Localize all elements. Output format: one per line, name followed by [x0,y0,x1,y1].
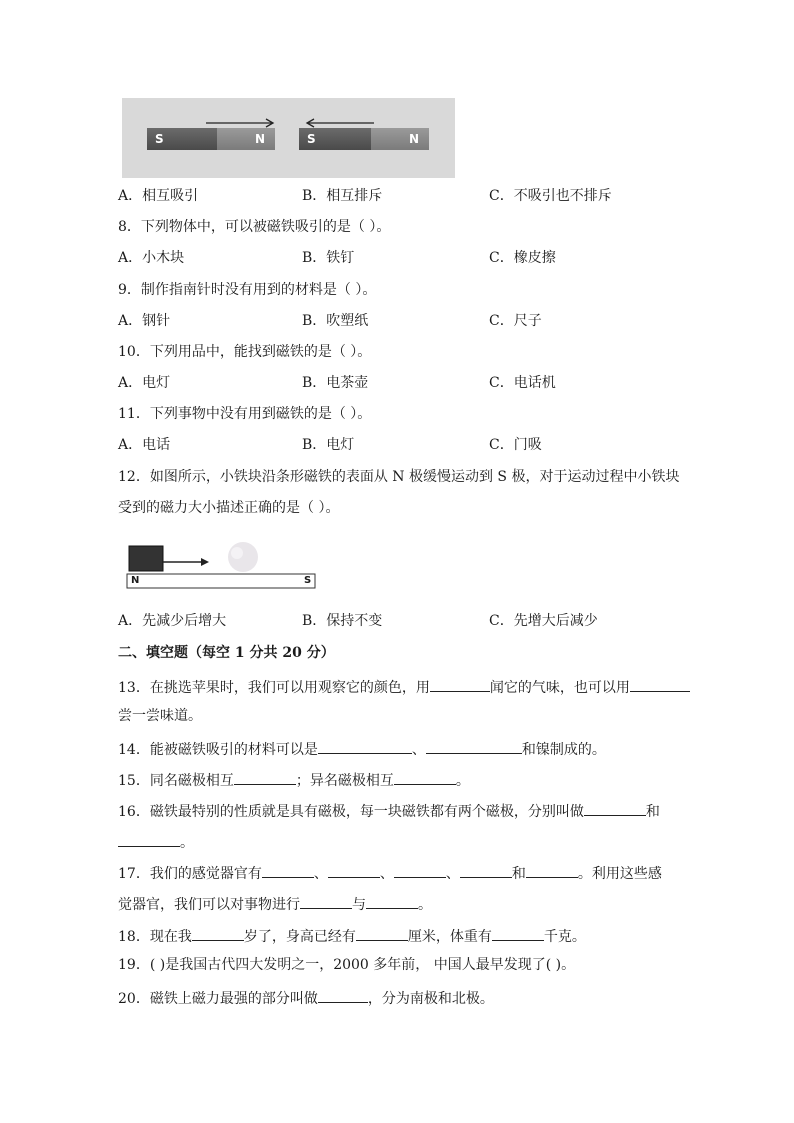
q14-text-2: 、 [411,742,426,758]
q13-line2: 尝一尝味道。 [118,708,202,724]
q20-text-1: 20．磁铁上磁力最强的部分叫做 [118,991,318,1007]
q20-blank-1[interactable] [318,986,368,1003]
bar-magnet [127,574,315,588]
q11-option-b: B．电灯 [302,437,355,453]
q18-text-2: 岁了，身高已经有 [243,929,356,945]
q16-line2 [118,830,698,853]
q17-sep-1: 、 [313,866,328,882]
arrows-overlay [122,98,455,178]
q11-option-a: A．电话 [118,437,171,453]
magnet-left-n-pole: N [217,128,275,150]
q18-blank-1[interactable] [192,924,244,941]
q17-text-4: 与 [352,897,366,913]
q18-blank-2[interactable] [356,924,408,941]
q15-blank-1[interactable] [234,768,296,785]
q16-text-3: 。 [180,835,194,851]
q10-option-c: C．电话机 [489,375,556,391]
q11-option-c: C．门吸 [489,437,542,453]
q9-option-b: B．吹塑纸 [302,313,369,329]
q17-text-1: 17．我们的感觉器官有 [118,866,262,882]
q17-blank-3[interactable] [394,861,446,878]
q8-option-b: B．铁钉 [302,250,355,266]
magnet-left-s-pole: S [147,128,217,150]
q16-text-1: 16．磁铁最特别的性质就是具有磁极，每一块磁铁都有两个磁极，分别叫做 [118,804,584,820]
q17-line1 [118,861,698,884]
q11-options [118,435,698,455]
q17-blank-5[interactable] [526,861,578,878]
q17-blank-7[interactable] [366,892,418,909]
q16-text-2: 和 [645,804,660,820]
q13-blank-2[interactable] [630,675,690,692]
q10-option-a: A．电灯 [118,375,171,391]
q15-blank-2[interactable] [394,768,456,785]
q16-blank-2[interactable] [118,830,180,847]
q8-question: 8．下列物体中，可以被磁铁吸引的是（ ）。 [118,219,391,235]
q20-text-2: ，分为南极和北极。 [367,991,494,1007]
q17-blank-1[interactable] [262,861,314,878]
q11-question: 11．下列事物中没有用到磁铁的是（ ）。 [118,406,372,422]
q7-option-b: B．相互排斥 [302,188,383,204]
q16-blank-1[interactable] [584,799,646,816]
q17-blank-6[interactable] [300,892,352,909]
q18-line [118,924,698,947]
q14-blank-1[interactable] [318,737,412,754]
q7-option-c: C．不吸引也不排斥 [489,188,612,204]
iron-block-figure [125,533,320,593]
iron-block-diagram [125,533,320,593]
arrow-right-icon [201,558,209,566]
q17-sep-2: 、 [379,866,394,882]
magnets-figure [122,98,455,178]
q15-text-1: 15．同名磁极相互 [118,773,234,789]
right-arrow-icon [206,119,273,127]
q12-question-line2: 受到的磁力大小描述正确的是（ ）。 [118,500,340,516]
q8-option-c: C．橡皮擦 [489,250,556,266]
q16-line1 [118,799,698,822]
q17-line2 [118,892,698,915]
q14-blank-2[interactable] [426,737,522,754]
q9-option-a: A．钢针 [118,313,171,329]
q17-and: 和 [511,866,526,882]
q9-options [118,311,698,331]
q7-options [118,186,698,206]
q13-line1 [118,675,698,698]
q17-blank-2[interactable] [328,861,380,878]
magnet-right-n-pole: N [371,128,429,150]
q17-sep-3: 、 [445,866,460,882]
q9-question: 9．制作指南针时没有用到的材料是（ ）。 [118,282,377,298]
q17-text-2: 。利用这些感 [577,866,662,882]
q12-option-b: B．保持不变 [302,613,383,629]
faded-mark [228,542,258,572]
q10-options [118,373,698,393]
q18-text-4: 千克。 [543,929,586,945]
q13-blank-1[interactable] [430,675,490,692]
magnet-right-s-pole: S [299,128,371,150]
q12-option-c: C．先增大后减少 [489,613,598,629]
magnet-n-label: N [131,575,140,586]
section-fill-in-title: 二、填空题（每空 1 分共 20 分） [118,645,335,661]
q18-text-3: 厘米，体重有 [407,929,492,945]
q8-options [118,248,698,268]
q13-text-1: 13．在挑选苹果时，我们可以用观察它的颜色，用 [118,680,430,696]
q7-option-a: A．相互吸引 [118,188,199,204]
q20-line [118,986,698,1009]
q17-text-3: 觉器官，我们可以对事物进行 [118,897,300,913]
q14-line [118,737,698,760]
q8-option-a: A．小木块 [118,250,185,266]
iron-block [129,546,163,571]
q10-question: 10．下列用品中，能找到磁铁的是（ ）。 [118,344,372,360]
q14-text-3: 和镍制成的。 [521,742,606,758]
q14-text-1: 14．能被磁铁吸引的材料可以是 [118,742,318,758]
q18-text-1: 18．现在我 [118,929,192,945]
q10-option-b: B．电茶壶 [302,375,369,391]
q15-line [118,768,698,791]
q18-blank-3[interactable] [492,924,544,941]
left-arrow-icon [307,119,374,127]
q15-text-2: ；异名磁极相互 [295,773,394,789]
magnet-s-label: S [304,575,312,586]
q17-blank-4[interactable] [460,861,512,878]
q13-text-2: 闻它的气味，也可以用 [489,680,630,696]
q17-text-5: 。 [418,897,432,913]
q15-text-3: 。 [455,773,470,789]
q9-option-c: C．尺子 [489,313,542,329]
q19-line: 19．( )是我国古代四大发明之一，2000 多年前， 中国人最早发现了( )。 [118,957,576,973]
q12-option-a: A．先减少后增大 [118,613,227,629]
q12-options [118,611,698,631]
q12-question-line1: 12．如图所示，小铁块沿条形磁铁的表面从 N 极缓慢运动到 S 极，对于运动过程中小铁块 [118,469,680,485]
